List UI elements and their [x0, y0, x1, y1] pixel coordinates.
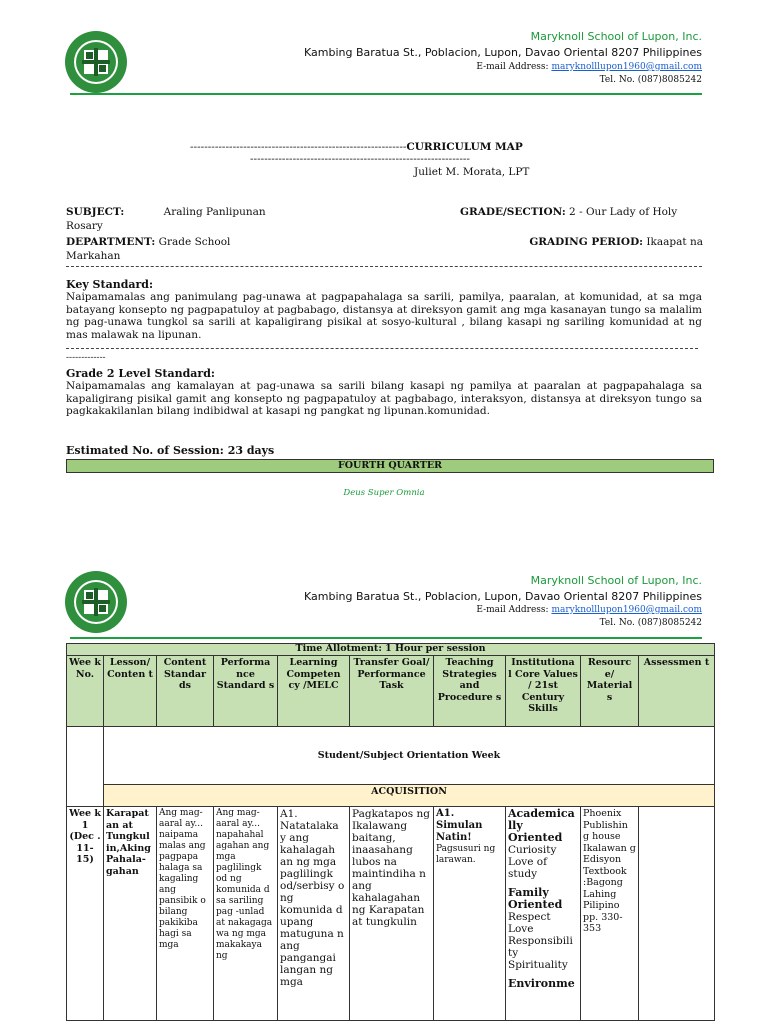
subject-row — [66, 206, 266, 218]
orientation-text: Student/Subject Orientation Week — [104, 727, 715, 785]
week-cell: Wee k 1 (Dec . 11- 15) — [67, 807, 104, 1021]
strategy-cell — [434, 807, 506, 1021]
time-allotment: Time Allotment: 1 Hour per session — [67, 644, 715, 656]
subject-label: SUBJECT: — [66, 206, 125, 218]
col-header-assessment: Assessmen t — [639, 656, 715, 727]
competency-cell: A1. Natatalaka y ang kahalagah an ng mga paglilingk od/serbisy o ng komunida d upang matuguna n ang pangangai langan ng mga — [278, 807, 350, 1021]
assessment-cell — [639, 807, 715, 1021]
header-divider-2 — [70, 637, 702, 639]
author-name: Juliet M. Morata, LPT — [414, 166, 530, 178]
title-dashes: ------------------------------------------------------------- — [190, 141, 407, 153]
col-header-lesson: Lesson/ Conten t — [104, 656, 157, 727]
title-dash-line: -------------------------------------------------------------- — [250, 153, 470, 165]
school-seal-logo-2 — [64, 570, 128, 638]
table-row — [67, 807, 715, 1021]
subject-wrap: Rosary — [66, 220, 103, 232]
school-tel-2: Tel. No. (087)8085242 — [599, 618, 702, 628]
core-values-cell — [506, 807, 581, 1021]
col-header-week: Wee k No. — [67, 656, 104, 727]
acquisition-week-cell — [67, 785, 104, 807]
key-standard-label: Key Standard: — [66, 278, 154, 291]
acquisition-row — [67, 785, 715, 807]
separator-2-tail: ------------- — [66, 353, 106, 363]
separator-1 — [66, 266, 702, 267]
col-header-resources: Resourc e/ Material s — [581, 656, 639, 727]
curriculum-table — [66, 643, 715, 1021]
period-label: GRADING PERIOD: — [529, 236, 644, 248]
period-value: Ikaapat na — [646, 236, 703, 248]
value-items-academic: Curiosity Love of study — [508, 844, 557, 880]
department-wrap: Markahan — [66, 250, 121, 262]
school-email — [142, 62, 702, 72]
resources-cell: Phoenix Publishin g house Ikalawan g Edisyon Textbook :Bagong Lahing Pilipino pp. 330- 353 — [581, 807, 639, 1021]
school-address-2: Kambing Baratua St., Poblacion, Lupon, Davao Oriental 8207 Philippines — [304, 590, 702, 603]
school-tel: Tel. No. (087)8085242 — [599, 75, 702, 85]
grade-standard-label: Grade 2 Level Standard: — [66, 367, 215, 380]
school-email-2 — [142, 605, 702, 615]
estimated-sessions: Estimated No. of Session: 23 days — [66, 444, 275, 457]
acquisition-label: ACQUISITION — [104, 785, 715, 807]
col-header-learning-competency: Learning Competen cy /MELC — [278, 656, 350, 727]
document-title: CURRICULUM MAP — [406, 141, 523, 153]
col-header-transfer-goal: Transfer Goal/ Performance Task — [350, 656, 434, 727]
value-title-academic: Academica lly Oriented — [508, 807, 575, 844]
orientation-week-cell — [67, 727, 104, 785]
email-link[interactable]: maryknolllupon1960@gmail.com — [551, 62, 702, 72]
email-link-2[interactable]: maryknolllupon1960@gmail.com — [551, 605, 702, 615]
performance-standard-cell: Ang mag- aaral ay... napahahal agahan ang mga paglilingk od ng komunida d sa sariling pag -unlad at nakagaga wa ng mga makakaya ng — [214, 807, 278, 1021]
department-value: Grade School — [158, 236, 231, 248]
school-address: Kambing Baratua St., Poblacion, Lupon, Davao Oriental 8207 Philippines — [304, 46, 702, 59]
grade-row — [460, 206, 703, 218]
value-title-environment: Environme — [508, 977, 575, 990]
title-line — [190, 141, 523, 153]
email-label: E-mail Address: — [476, 62, 549, 72]
grade-value: 2 - Our Lady of Holy — [569, 206, 678, 218]
col-header-core-values: Institutiona l Core Values / 21st Century Skills — [506, 656, 581, 727]
period-row — [511, 236, 703, 248]
grade-label: GRADE/SECTION: — [460, 206, 566, 218]
header-divider — [70, 93, 702, 95]
quarter-bar: FOURTH QUARTER — [66, 459, 714, 473]
col-header-teaching-strategies: Teaching Strategies and Procedure s — [434, 656, 506, 727]
footer-motto: Deus Super Omnia — [343, 488, 425, 498]
subject-value: Araling Panlipunan — [163, 206, 266, 218]
key-standard-text: Naipamamalas ang panimulang pag-unawa at pagpapahalaga sa sarili, pamilya, paaralan, at komunidad, at sa mga batayang konsepto ng pagpapatuloy at pagbabago, distansya at direksyon gamit ang mga kasanayan tungo sa malalim ng pag-unawa tungkol sa sarili at kapaligirang pisikal at sosyo-kultural , bilang kasapi ng sariling komunidad at ng mas malawak na lipunan. — [66, 291, 702, 341]
department-row — [66, 236, 230, 248]
table-header-row — [67, 656, 715, 727]
school-seal-logo — [64, 30, 128, 98]
grade-standard-text: Naipamamalas ang kamalayan at pag-unawa sa sarili bilang kasapi ng pamilya at paaralan at pagpapahalaga sa kapaligirang pisikal gamit ang konsepto ng pagpapatuloy at pagbabago, interaksyon, distansya at direksyon tungo sa pagkakakilanlan bilang indibidwal at kasapi ng pangkat ng lipunan.komunidad. — [66, 380, 702, 417]
separator-2 — [66, 348, 698, 349]
value-items-family: Respect Love Responsibili ty Spirituality — [508, 911, 573, 971]
col-header-content-standards: Content Standar ds — [157, 656, 214, 727]
school-name: Maryknoll School of Lupon, Inc. — [530, 30, 702, 43]
transfer-goal-cell: Pagkatapos ng Ikalawang baitang, inaasahang lubos na maintindiha n ang kahalagahan ng Karapatan at tungkulin — [350, 807, 434, 1021]
strategy-title: A1. Simulan Natin! — [436, 808, 483, 843]
email-label-2: E-mail Address: — [476, 605, 549, 615]
content-standard-cell: Ang mag- aaral ay... naipama malas ang pagpapa halaga sa kagaling ang pansibik o bilang pakikiba hagi sa mga — [157, 807, 214, 1021]
value-title-family: Family Oriented — [508, 886, 563, 911]
department-label: DEPARTMENT: — [66, 236, 156, 248]
school-name-2: Maryknoll School of Lupon, Inc. — [530, 574, 702, 587]
strategy-text: Pagsusuri ng larawan. — [436, 844, 496, 865]
lesson-cell: Karapat an at Tungkul in,Aking Pahala- gahan — [104, 807, 157, 1021]
col-header-performance-standards: Performa nce Standard s — [214, 656, 278, 727]
orientation-row — [67, 727, 715, 785]
